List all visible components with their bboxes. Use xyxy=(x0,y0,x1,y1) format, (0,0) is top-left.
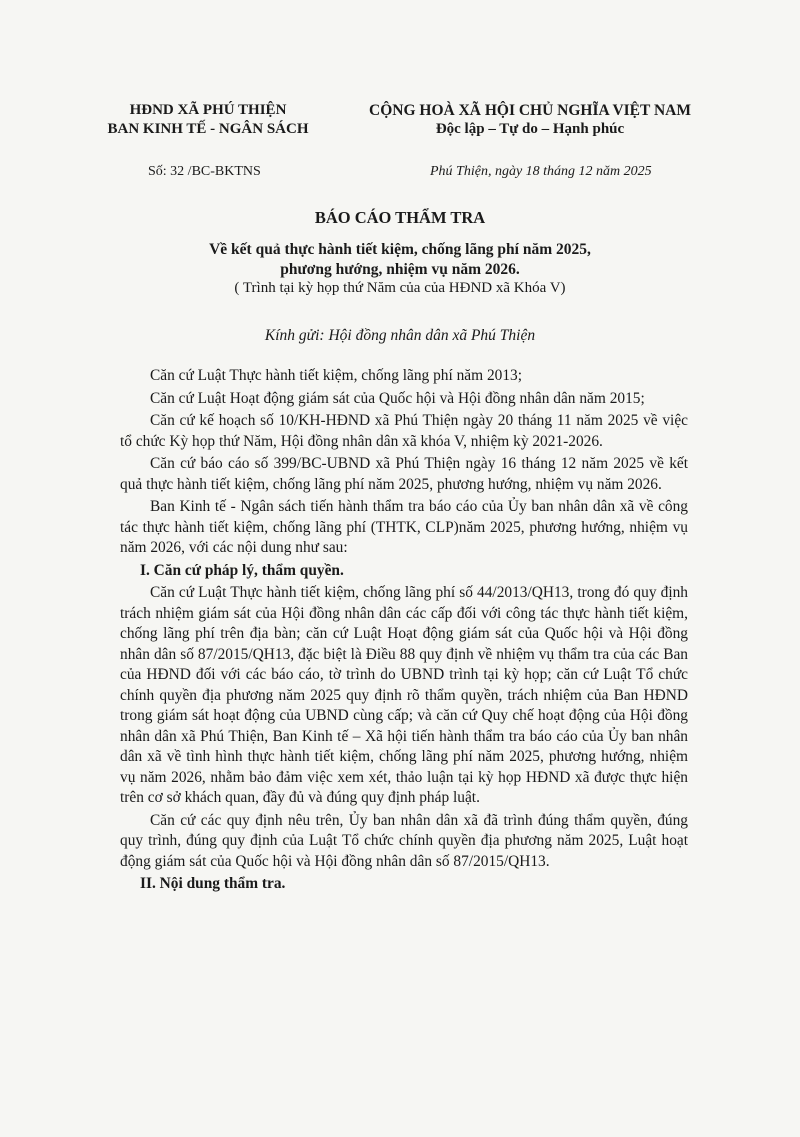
org-line-1: HĐND XÃ PHÚ THIỆN xyxy=(129,102,287,118)
subtitle-line-2: phương hướng, nhiệm vụ năm 2026. xyxy=(280,261,520,278)
paragraph-introduction: Ban Kinh tế - Ngân sách tiến hành thẩm tra báo cáo của Ủy ban nhân dân xã về công tác thực hành tiết kiệm, chống lãng phí (THTK, CLP)năm 2025, phương hướng, nhiệm vụ năm 2026, với các nội dung như sau: xyxy=(120,498,688,556)
paragraph-legal-basis-1: Căn cứ Luật Thực hành tiết kiệm, chống lãng phí năm 2013; xyxy=(150,367,523,384)
section-heading-1: I. Căn cứ pháp lý, thẩm quyền. xyxy=(140,561,344,579)
org-line-2: BAN KINH TẾ - NGÂN SÁCH xyxy=(107,121,309,137)
recipient-line: Kính gửi: Hội đồng nhân dân xã Phú Thiện xyxy=(264,327,536,344)
section-heading-2: II. Nội dung thẩm tra. xyxy=(140,875,286,892)
paragraph-report-reference: Căn cứ báo cáo số 399/BC-UBND xã Phú Thiện ngày 16 tháng 12 năm 2025 về kết quả thực hành tiết kiệm, chống lãng phí năm 2025, phương hướng, nhiệm vụ năm 2026. xyxy=(120,455,688,493)
issuing-organization xyxy=(88,101,328,139)
document-title: BÁO CÁO THẨM TRA xyxy=(314,208,486,227)
paragraph-plan-reference: Căn cứ kế hoạch số 10/KH-HĐND xã Phú Thiện ngày 20 tháng 11 năm 2025 về việc tổ chức Kỳ họp thứ Năm, Hội đồng nhân dân xã khóa V, nhiệm kỳ 2021-2026. xyxy=(120,412,688,450)
document-subtitle xyxy=(0,240,800,280)
paragraph-legal-framework: Căn cứ Luật Thực hành tiết kiệm, chống lãng phí số 44/2013/QH13, trong đó quy định trách nhiệm giám sát của Hội đồng nhân dân các cấp đối với công tác thực hành tiết kiệm, chống lãng phí trên địa bàn; căn cứ Luật Hoạt động giám sát của Quốc hội và Hội đồng nhân dân số 87/2015/QH13, đặc biệt là Điều 88 quy định về nhiệm vụ thẩm tra của các Ban của HĐND đối với các báo cáo, tờ trình do UBND trình tại kỳ họp; căn cứ Luật Tổ chức chính quyền địa phương năm 2025 quy định rõ thẩm quyền, trách nhiệm của Ban HĐND trong giám sát hoạt động của UBND cùng cấp; và căn cứ Quy chế hoạt động của Hội đồng nhân dân xã Phú Thiện, Ban Kinh tế – Xã hội tiến hành thẩm tra báo cáo của Ủy ban nhân dân xã về tình hình thực hành tiết kiệm, chống lãng phí năm 2025, phương hướng, nhiệm vụ năm 2026, nhằm bảo đảm việc xem xét, thảo luận tại kỳ họp HĐND xã được thực hiện trên cơ sở khách quan, đầy đủ và đúng quy định pháp luật. xyxy=(120,584,688,806)
subtitle-line-1: Về kết quả thực hành tiết kiệm, chống lãng phí năm 2025, xyxy=(209,241,591,258)
paragraph-legal-basis-2: Căn cứ Luật Hoạt động giám sát của Quốc hội và Hội đồng nhân dân năm 2015; xyxy=(150,389,645,407)
paragraph-conclusion: Căn cứ các quy định nêu trên, Ủy ban nhân dân xã đã trình đúng thẩm quyền, đúng quy trình, đúng quy định của Luật Tổ chức chính quyền địa phương năm 2025, Luật hoạt động giám sát của Quốc hội và Hội đồng nhân dân số 87/2015/QH13. xyxy=(120,811,688,870)
national-header xyxy=(330,101,730,139)
document-number: Số: 32 /BC-BKTNS xyxy=(148,164,261,179)
presentation-note: ( Trình tại kỳ họp thứ Năm của của HĐND xã Khóa V) xyxy=(234,280,566,296)
country-name: CỘNG HOÀ XÃ HỘI CHỦ NGHĨA VIỆT NAM xyxy=(369,102,691,119)
national-motto: Độc lập – Tự do – Hạnh phúc xyxy=(435,121,625,137)
document-body xyxy=(120,366,688,897)
document-date: Phú Thiện, ngày 18 tháng 12 năm 2025 xyxy=(430,164,652,179)
